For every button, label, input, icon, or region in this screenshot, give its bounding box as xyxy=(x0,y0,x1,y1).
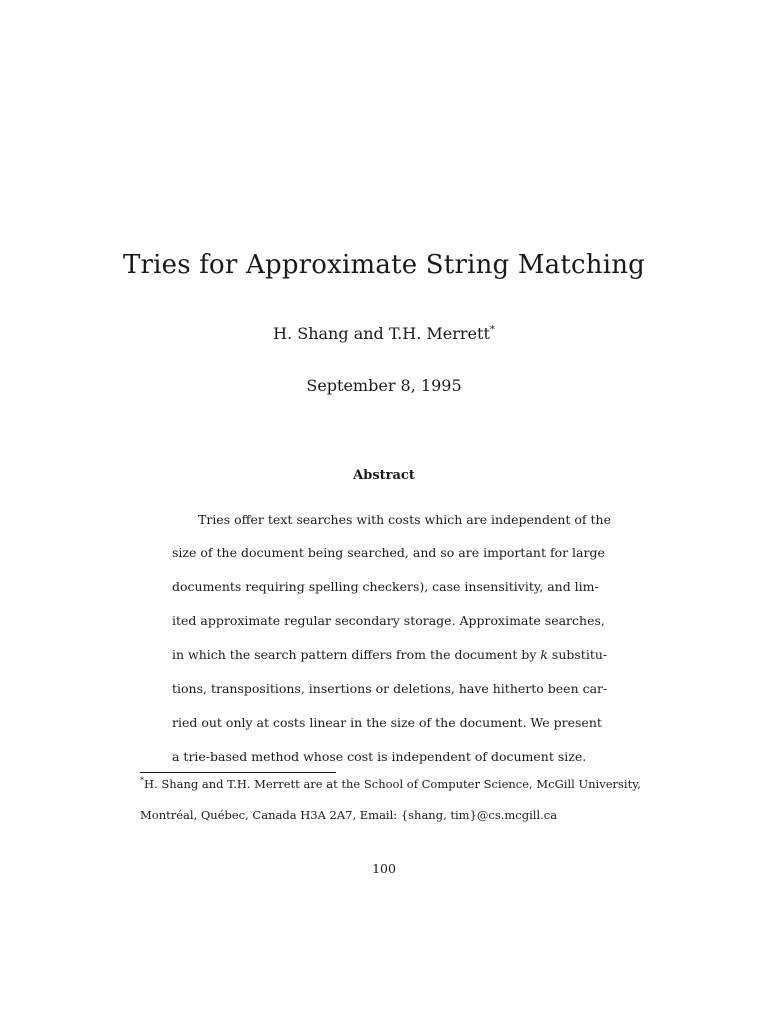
abstract-line-3: documents requiring spelling checkers), case insensitivity, and lim- xyxy=(172,579,599,594)
page-number: 100 xyxy=(372,861,396,876)
footnote-mark: * xyxy=(140,776,144,786)
paper-date: September 8, 1995 xyxy=(306,376,462,395)
abstract-line-1: Tries offer text searches with costs which are independent of the xyxy=(198,512,612,527)
variable-k: k xyxy=(540,647,548,662)
footnote-line-2: Montréal, Québec, Canada H3A 2A7, Email: {shang, tim}@cs.mcgill.ca xyxy=(140,808,558,822)
footnote-rule xyxy=(140,772,336,773)
abstract-line-7: ried out only at costs linear in the size of the document. We present xyxy=(172,715,602,730)
abstract-heading: Abstract xyxy=(353,468,415,483)
abstract-line-4: ited approximate regular secondary storage. Approximate searches, xyxy=(172,613,605,628)
abstract-line-8: a trie-based method whose cost is independent of document size. xyxy=(172,749,587,764)
paper-authors xyxy=(0,324,768,343)
author-names: H. Shang and T.H. Merrett xyxy=(273,324,490,343)
abstract-line-6: tions, transpositions, insertions or deletions, have hitherto been car- xyxy=(172,681,608,696)
paper-title: Tries for Approximate String Matching xyxy=(122,250,646,280)
author-footnote-mark: * xyxy=(489,324,495,336)
footnote-text-1: H. Shang and T.H. Merrett are at the School of Computer Science, McGill University, xyxy=(144,777,641,791)
footnote-line-1 xyxy=(140,776,641,791)
abstract-line-2: size of the document being searched, and so are important for large xyxy=(172,545,605,560)
abstract-line-5: in which the search pattern differs from the document by k substitu- xyxy=(172,647,608,662)
